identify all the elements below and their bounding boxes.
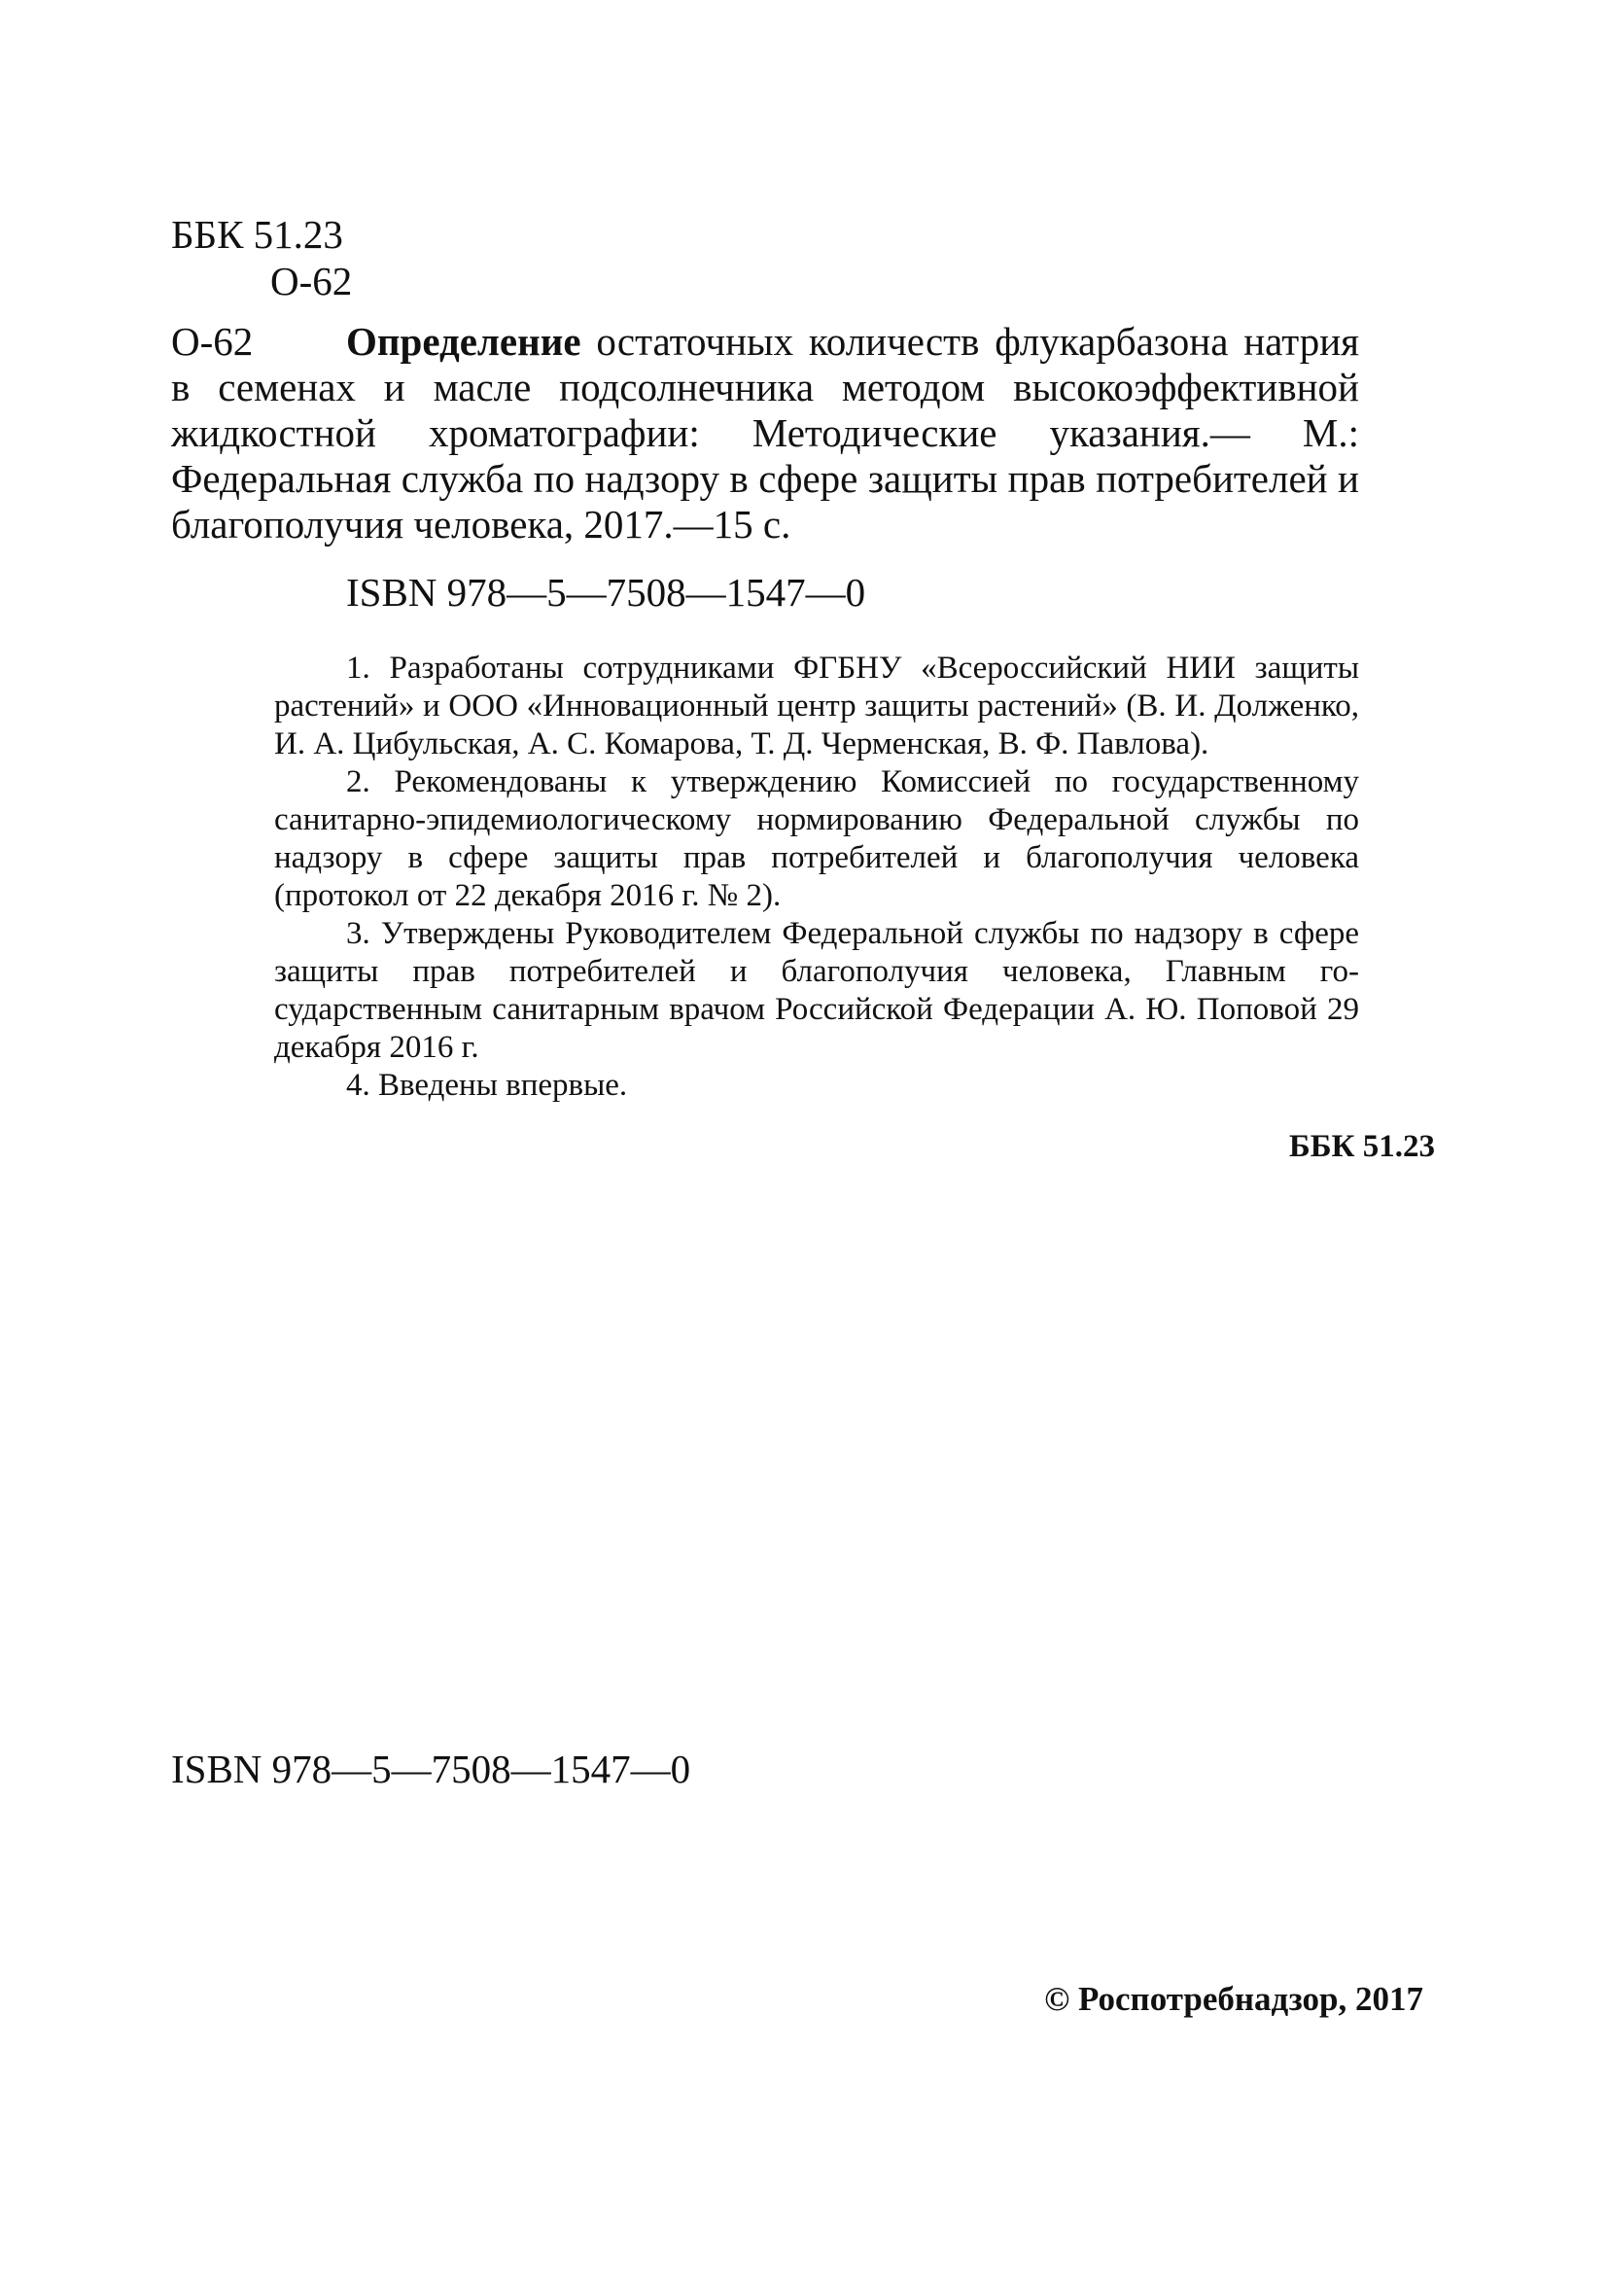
- info-item-approved: 3. Утверждены Руководителем Федеральной службы по надзору в сфере защиты прав потребителей и благополучия человека, Главным государственным санитарным врачом Российской Федерации А. Ю. Поповой 29 декабря 2016 г.: [274, 916, 1359, 1065]
- bibliographic-entry: [171, 319, 1359, 548]
- info-item-introduced: 4. Введены впервые.: [346, 1068, 628, 1103]
- entry-title-bold: Определение: [346, 319, 581, 364]
- isbn-bottom: ISBN 978—5—7508—1547—0: [171, 1747, 691, 1791]
- entry-description: остаточных количеств флукарбазона натрия в семенах и масле подсолнечника методом высокоэффективной жидкостной хроматографии: Методические указания.— М.: Федеральная служба по надзору в сфере защиты прав потребителей и благополучия человека, 2017.—15 с.: [171, 319, 1359, 547]
- publication-info: [274, 650, 1359, 1105]
- info-item-recommended: 2. Рекомендованы к утверждению Комиссией по государственному санитарно-эпидемиологическому нормированию Федеральной службы по надзору в сфере защиты прав потребителей и благополучия человека (протокол от 22 декабря 2016 г. № 2).: [274, 764, 1359, 913]
- copyright-notice: © Роспотребнадзор, 2017: [1044, 1980, 1423, 2018]
- author-sign-top: О-62: [270, 259, 353, 303]
- entry-code: О-62: [171, 319, 254, 364]
- bbk-classification-top: ББК 51.23: [171, 212, 343, 257]
- info-item-developed: 1. Разработаны сотрудниками ФГБНУ «Всероссийский НИИ защиты растений» и ООО «Инновационный центр защиты растений» (В. И. Долженко, И. А. Цибульская, А. С. Комарова, Т. Д. Черменская, В. Ф. Павлова).: [274, 651, 1359, 761]
- bbk-classification-right: ББК 51.23: [1288, 1129, 1435, 1164]
- isbn-mid: ISBN 978—5—7508—1547—0: [346, 570, 866, 615]
